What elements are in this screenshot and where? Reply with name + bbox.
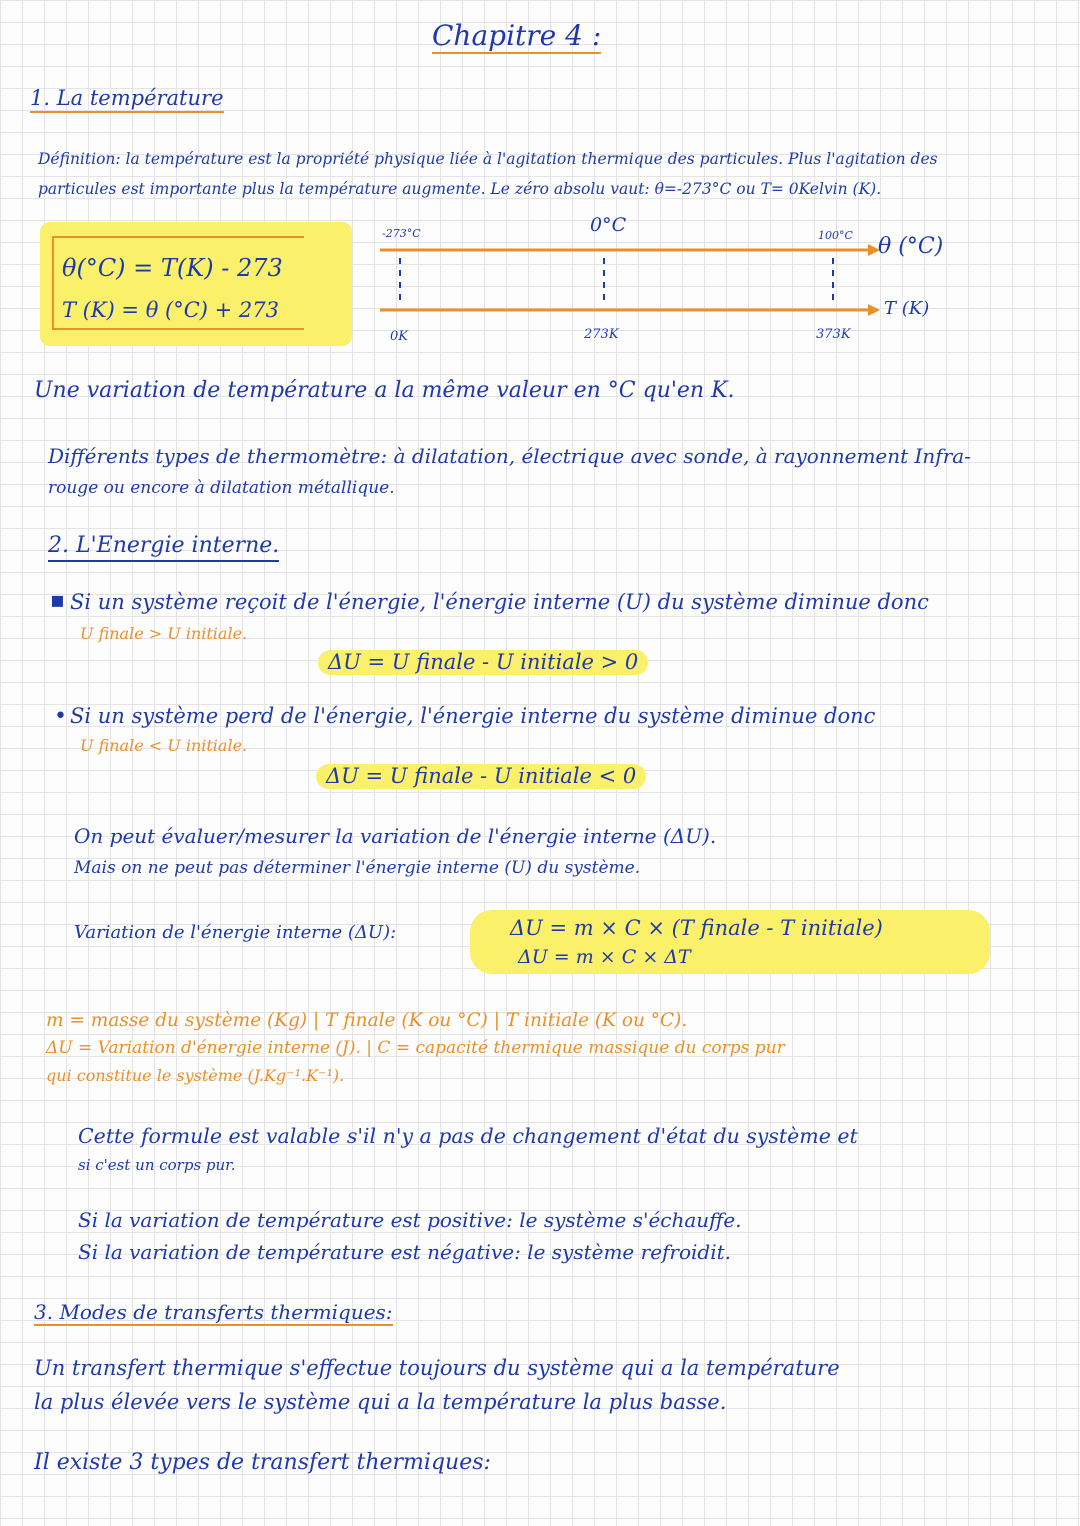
variation-formula-2: ΔU = m × C × ΔT bbox=[518, 946, 691, 968]
definition-line-2: particules est importante plus la température augmente. Le zéro absolu vaut: θ=-273°C ou T= 0Kelvin (K). bbox=[38, 180, 882, 198]
legend-line-3: qui constitue le système (J.Kg⁻¹.K⁻¹). bbox=[46, 1066, 345, 1085]
scale-label-0k: 0K bbox=[390, 329, 408, 344]
section-2-heading: 2. L'Energie interne. bbox=[48, 535, 279, 562]
bullet-2-icon: • bbox=[54, 704, 67, 729]
transfer-line-1: Un transfert thermique s'effectue toujours du système qui a la température bbox=[34, 1356, 840, 1380]
measure-line-2: Mais on ne peut pas déterminer l'énergie interne (U) du système. bbox=[74, 858, 641, 878]
scale-label-minus273: -273°C bbox=[382, 227, 421, 240]
variation-formula-1: ΔU = m × C × (T finale - T initiale) bbox=[510, 916, 883, 940]
section-1-heading: 1. La température bbox=[30, 88, 224, 113]
chapter-title: Chapitre 4 : bbox=[432, 19, 602, 52]
case-2-formula: ΔU = U finale - U initiale < 0 bbox=[316, 764, 646, 789]
positive-variation-line: Si la variation de température est positive: le système s'échauffe. bbox=[78, 1208, 742, 1232]
scale-label-273k: 273K bbox=[584, 327, 619, 342]
scale-label-373k: 373K bbox=[816, 327, 851, 342]
case-2-line: Si un système perd de l'énergie, l'énergie interne du système diminue donc bbox=[70, 704, 876, 728]
case-1-formula: ΔU = U finale - U initiale > 0 bbox=[318, 650, 648, 675]
case-2-sub: U finale < U initiale. bbox=[80, 736, 248, 755]
case-1-sub: U finale > U initiale. bbox=[80, 624, 248, 643]
scale-label-100c: 100°C bbox=[818, 229, 853, 242]
measure-line-1: On peut évaluer/mesurer la variation de l'énergie interne (ΔU). bbox=[74, 824, 717, 848]
variation-label: Variation de l'énergie interne (ΔU): bbox=[74, 922, 397, 943]
negative-variation-line: Si la variation de température est négative: le système refroidit. bbox=[78, 1240, 732, 1264]
legend-line-1: m = masse du système (Kg) | T finale (K ou °C) | T initiale (K ou °C). bbox=[46, 1010, 688, 1031]
definition-line-1: Définition: la température est la propriété physique liée à l'agitation thermique des particules. Plus l'agitation des bbox=[38, 150, 938, 168]
section-3-heading: 3. Modes de transferts thermiques: bbox=[34, 1300, 393, 1324]
case-1-line: Si un système reçoit de l'énergie, l'énergie interne (U) du système diminue donc bbox=[70, 590, 929, 614]
thermometer-line-1: Différents types de thermomètre: à dilatation, électrique avec sonde, à rayonnement Infra- bbox=[48, 444, 971, 468]
validity-line-2: si c'est un corps pur. bbox=[78, 1156, 236, 1174]
scale-label-0c: 0°C bbox=[590, 214, 627, 236]
thermometer-line-2: rouge ou encore à dilatation métallique. bbox=[48, 478, 395, 498]
variation-note: Une variation de température a la même valeur en °C qu'en K. bbox=[34, 378, 735, 403]
transfer-line-3: Il existe 3 types de transfert thermiques: bbox=[34, 1450, 491, 1475]
scale-axis-celsius: θ (°C) bbox=[878, 234, 944, 259]
formula-kelvin: T (K) = θ (°C) + 273 bbox=[62, 298, 280, 322]
formula-celsius: θ(°C) = T(K) - 273 bbox=[62, 254, 283, 282]
transfer-line-2: la plus élevée vers le système qui a la température la plus basse. bbox=[34, 1390, 727, 1414]
bullet-1-icon: ▪ bbox=[50, 588, 65, 613]
scale-axis-kelvin: T (K) bbox=[884, 298, 930, 319]
validity-line-1: Cette formule est valable s'il n'y a pas de changement d'état du système et bbox=[78, 1124, 858, 1148]
legend-line-2: ΔU = Variation d'énergie interne (J). | C = capacité thermique massique du corps pur bbox=[46, 1038, 785, 1058]
